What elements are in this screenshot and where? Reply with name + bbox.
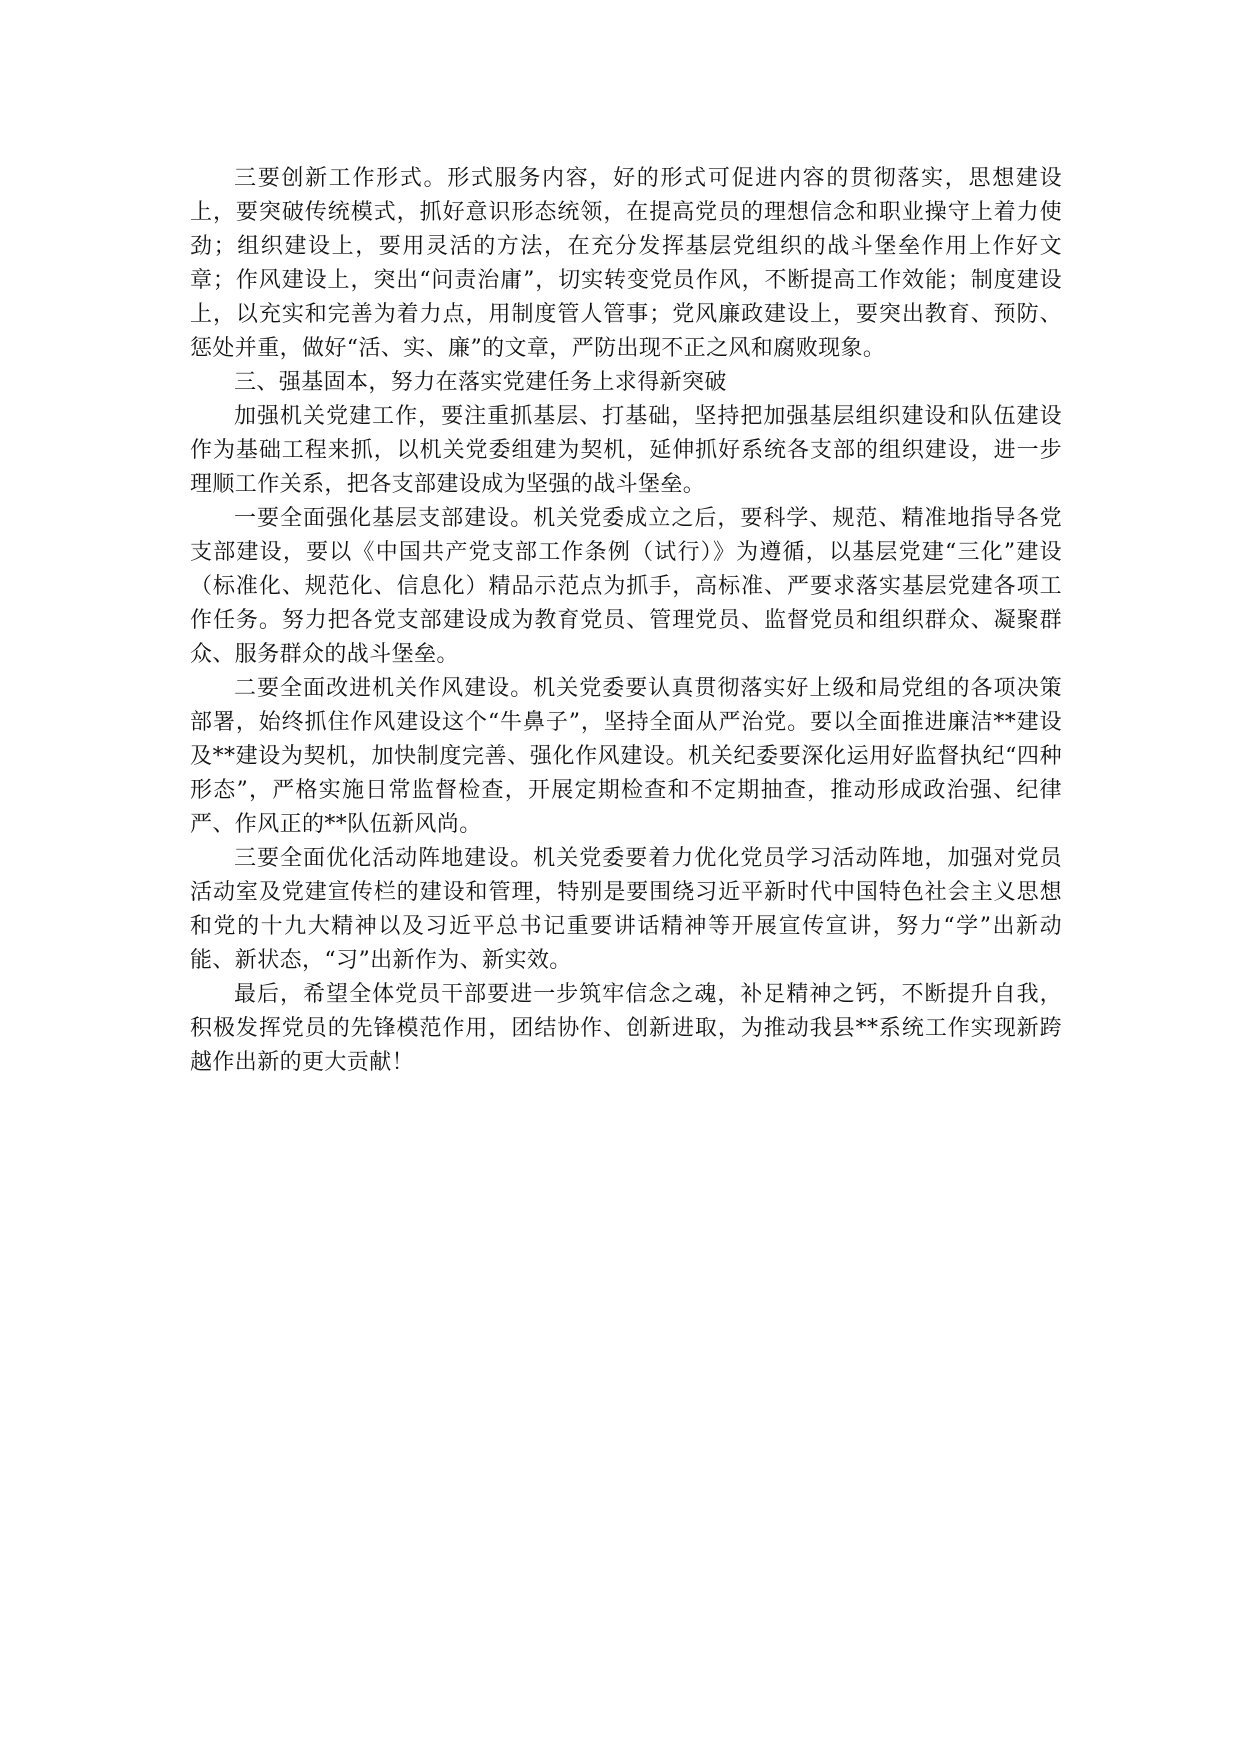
paragraph-work-style-construction: 二要全面改进机关作风建设。机关党委要认真贯彻落实好上级和局党组的各项决策部署，始终抓住作风建设这个“牛鼻子”，坚持全面从严治党。要以全面推进廉洁**建设及**建设为契机，加快制度完善、强化作风建设。机关纪委要深化运用好监督执纪“四种形态”，严格实施日常监督检查，开展定期检查和不定期抽查，推动形成政治强、纪律严、作风正的**队伍新风尚。 bbox=[190, 676, 1062, 837]
paragraph-closing: 最后，希望全体党员干部要进一步筑牢信念之魂，补足精神之钙，不断提升自我，积极发挥党员的先锋模范作用，团结协作、创新进取，为推动我县**系统工作实现新跨越作出新的更大贡献！ bbox=[190, 982, 1062, 1075]
paragraph-strengthen-grassroots-intro: 加强机关党建工作，要注重抓基层、打基础，坚持把加强基层组织建设和队伍建设作为基础工程来抓，以机关党委组建为契机，延伸抓好系统各支部的组织建设，进一步理顺工作关系，把各支部建设成为坚强的战斗堡垒。 bbox=[190, 404, 1062, 497]
paragraph-branch-construction: 一要全面强化基层支部建设。机关党委成立之后，要科学、规范、精准地指导各党支部建设，要以《中国共产党支部工作条例（试行）》为遵循，以基层党建“三化”建设（标准化、规范化、信息化）精品示范点为抓手，高标准、严要求落实基层党建各项工作任务。努力把各党支部建设成为教育党员、管理党员、监督党员和组织群众、凝聚群众、服务群众的战斗堡垒。 bbox=[190, 506, 1062, 667]
paragraph-activity-base-construction: 三要全面优化活动阵地建设。机关党委要着力优化党员学习活动阵地，加强对党员活动室及党建宣传栏的建设和管理，特别是要围绕习近平新时代中国特色社会主义思想和党的十九大精神以及习近平总书记重要讲话精神等开展宣传宣讲，努力“学”出新动能、新状态，“习”出新作为、新实效。 bbox=[190, 846, 1062, 973]
paragraph-innovate-work-forms: 三要创新工作形式。形式服务内容，好的形式可促进内容的贯彻落实，思想建设上，要突破传统模式，抓好意识形态统领，在提高党员的理想信念和职业操守上着力使劲；组织建设上，要用灵活的方法，在充分发挥基层党组织的战斗堡垒作用上作好文章；作风建设上，突出“问责治庸”，切实转变党员作风，不断提高工作效能；制度建设上，以充实和完善为着力点，用制度管人管事；党风廉政建设上，要突出教育、预防、惩处并重，做好“活、实、廉”的文章，严防出现不正之风和腐败现象。 bbox=[190, 166, 1062, 361]
section-heading-three: 三、强基固本，努力在落实党建任务上求得新突破 bbox=[234, 370, 727, 395]
document-body bbox=[190, 162, 1062, 1080]
